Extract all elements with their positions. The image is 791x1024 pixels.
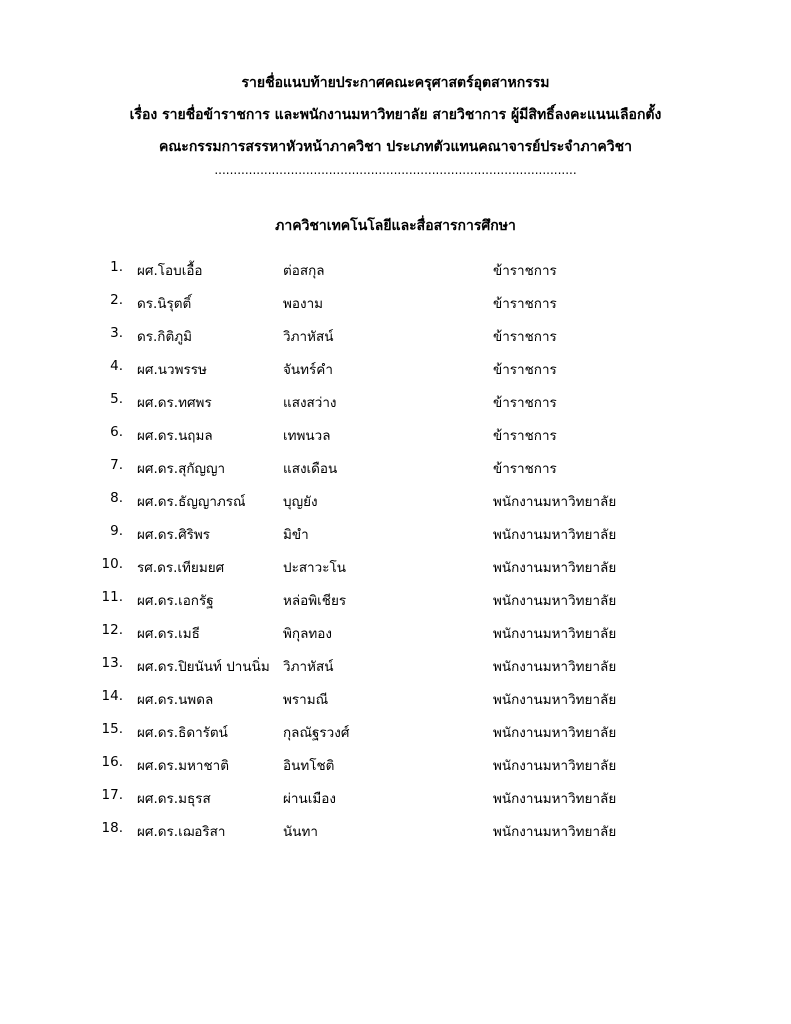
last-name: บุญยัง xyxy=(283,494,318,510)
list-row xyxy=(0,721,791,743)
staff-type: ข้าราชการ xyxy=(493,461,557,477)
staff-type: พนักงานมหาวิทยาลัย xyxy=(493,494,617,510)
list-row xyxy=(0,325,791,347)
list-row xyxy=(0,523,791,545)
first-name: ผศ.ดร.สุกัญญา xyxy=(137,461,226,477)
department-title: ภาควิชาเทคโนโลยีและสื่อสารการศึกษา xyxy=(275,218,516,234)
staff-type: พนักงานมหาวิทยาลัย xyxy=(493,626,617,642)
first-name: ผศ.ดร.เฌอริสา xyxy=(137,824,226,840)
first-name: ผศ.ดร.ธิดารัตน์ xyxy=(137,725,228,741)
row-number: 1. xyxy=(110,259,123,275)
last-name: พองาม xyxy=(283,296,324,312)
staff-type: ข้าราชการ xyxy=(493,263,557,279)
staff-type: ข้าราชการ xyxy=(493,329,557,345)
staff-type: ข้าราชการ xyxy=(493,296,557,312)
row-number: 14. xyxy=(101,688,123,704)
staff-type: พนักงานมหาวิทยาลัย xyxy=(493,692,617,708)
list-row xyxy=(0,259,791,281)
row-number: 6. xyxy=(110,424,123,440)
row-number: 2. xyxy=(110,292,123,308)
row-number: 18. xyxy=(101,820,123,836)
first-name: ผศ.ดร.ทศพร xyxy=(137,395,212,411)
staff-type: ข้าราชการ xyxy=(493,395,557,411)
list-row xyxy=(0,424,791,446)
row-number: 4. xyxy=(110,358,123,374)
last-name: จันทร์คำ xyxy=(283,362,333,378)
row-number: 8. xyxy=(110,490,123,506)
staff-type: พนักงานมหาวิทยาลัย xyxy=(493,527,617,543)
last-name: มิขำ xyxy=(283,527,309,543)
last-name: พรามณี xyxy=(283,692,329,708)
row-number: 3. xyxy=(110,325,123,341)
last-name: ต่อสกุล xyxy=(283,263,325,279)
list-row xyxy=(0,358,791,380)
first-name: ผศ.ดร.ธัญญาภรณ์ xyxy=(137,494,246,510)
list-row xyxy=(0,688,791,710)
staff-type: พนักงานมหาวิทยาลัย xyxy=(493,593,617,609)
row-number: 16. xyxy=(101,754,123,770)
staff-type: พนักงานมหาวิทยาลัย xyxy=(493,758,617,774)
header-line-1: รายชื่อแนบท้ายประกาศคณะครุศาสตร์อุตสาหกรรม xyxy=(241,75,550,91)
list-row xyxy=(0,457,791,479)
staff-type: ข้าราชการ xyxy=(493,362,557,378)
last-name: ผ่านเมือง xyxy=(283,791,336,807)
staff-type: พนักงานมหาวิทยาลัย xyxy=(493,791,617,807)
list-row xyxy=(0,787,791,809)
last-name: วิภาหัสน์ xyxy=(283,329,334,345)
list-row xyxy=(0,655,791,677)
row-number: 17. xyxy=(101,787,123,803)
last-name: ปะสาวะโน xyxy=(283,560,346,576)
list-row xyxy=(0,589,791,611)
list-row xyxy=(0,820,791,842)
first-name: ผศ.ดร.มหาชาติ xyxy=(137,758,229,774)
first-name: ผศ.ดร.นฤมล xyxy=(137,428,213,444)
first-name: ผศ.ดร.เมธี xyxy=(137,626,200,642)
last-name: เทพนวล xyxy=(283,428,331,444)
first-name: ดร.กิติภูมิ xyxy=(137,329,193,345)
staff-type: ข้าราชการ xyxy=(493,428,557,444)
row-number: 15. xyxy=(101,721,123,737)
first-name: ผศ.โอบเอื้อ xyxy=(137,263,203,279)
list-row xyxy=(0,490,791,512)
list-row xyxy=(0,622,791,644)
last-name: แสงเดือน xyxy=(283,461,338,477)
row-number: 5. xyxy=(110,391,123,407)
last-name: วิภาหัสน์ xyxy=(283,659,334,675)
staff-type: พนักงานมหาวิทยาลัย xyxy=(493,824,617,840)
last-name: พิกุลทอง xyxy=(283,626,332,642)
row-number: 12. xyxy=(101,622,123,638)
first-name: ดร.นิรุตติ์ xyxy=(137,296,192,312)
row-number: 11. xyxy=(101,589,123,605)
first-name: ผศ.ดร.นพดล xyxy=(137,692,214,708)
last-name: กุลณัฐรวงศ์ xyxy=(283,725,350,741)
row-number: 13. xyxy=(101,655,123,671)
header-line-3: คณะกรรมการสรรหาหัวหน้าภาควิชา ประเภทตัวแทนคณาจารย์ประจำภาควิชา xyxy=(158,139,633,155)
staff-type: พนักงานมหาวิทยาลัย xyxy=(493,725,617,741)
last-name: อินทโชติ xyxy=(283,758,335,774)
header-line-2: เรื่อง รายชื่อข้าราชการ และพนักงานมหาวิทยาลัย สายวิชาการ ผู้มีสิทธิ์ลงคะแนนเลือกตั้ง xyxy=(129,107,662,123)
list-row xyxy=(0,754,791,776)
list-row xyxy=(0,292,791,314)
staff-type: พนักงานมหาวิทยาลัย xyxy=(493,560,617,576)
last-name: หล่อพิเชียร xyxy=(283,593,347,609)
first-name: ผศ.ดร.เอกรัฐ xyxy=(137,593,214,609)
last-name: นันทา xyxy=(283,824,318,840)
row-number: 9. xyxy=(110,523,123,539)
last-name: แสงสว่าง xyxy=(283,395,337,411)
staff-type: พนักงานมหาวิทยาลัย xyxy=(493,659,617,675)
first-name: ผศ.ดร.มธุรส xyxy=(137,791,211,807)
first-name: ผศ.นวพรรษ xyxy=(137,362,207,378)
row-number: 10. xyxy=(101,556,123,572)
row-number: 7. xyxy=(110,457,123,473)
list-row xyxy=(0,556,791,578)
first-name: รศ.ดร.เทียมยศ xyxy=(137,560,225,576)
first-name: ผศ.ดร.ศิริพร xyxy=(137,527,211,543)
dotted-separator: ............................................................................................... xyxy=(214,163,577,177)
first-name: ผศ.ดร.ปิยนันท์ ปานนิ่ม xyxy=(137,659,270,675)
list-row xyxy=(0,391,791,413)
